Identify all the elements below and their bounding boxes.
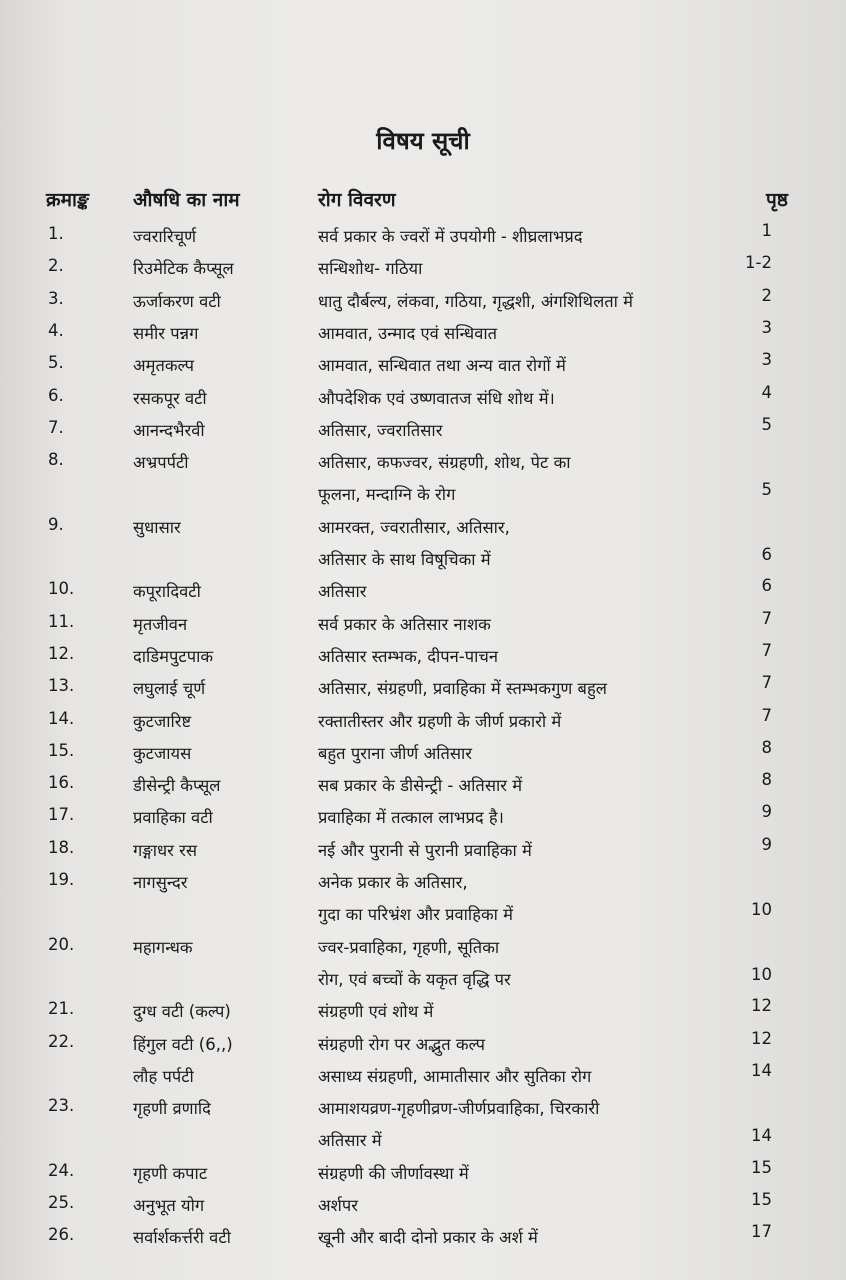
page-number: 2 — [761, 285, 772, 305]
page-number: 6 — [761, 576, 772, 596]
row-number: 24. — [48, 1160, 75, 1180]
contents-row — [0, 870, 846, 935]
medicine-name: ऊर्जाकरण वटी — [133, 291, 221, 311]
page-number: 7 — [761, 640, 772, 660]
page-number: 12 — [751, 996, 772, 1016]
disease-description-continued: रोग, एवं बच्चों के यकृत वृद्धि पर — [318, 969, 511, 989]
disease-description: प्रवाहिका में तत्काल लाभप्रद है। — [318, 808, 504, 828]
disease-description: औपदेशिक एवं उष्णवातज संधि शोथ में। — [318, 388, 555, 408]
page-number: 3 — [761, 317, 772, 337]
medicine-name: समीर पन्नग — [133, 323, 199, 343]
row-number: 12. — [48, 643, 75, 663]
header-page: पृष्ठ — [766, 189, 788, 211]
disease-description: आमवात, सन्धिवात तथा अन्य वात रोगों में — [318, 356, 566, 376]
contents-row — [0, 515, 846, 580]
row-number: 21. — [48, 999, 75, 1019]
page-number: 5 — [761, 480, 772, 500]
medicine-name: सुधासार — [133, 517, 181, 537]
contents-row — [0, 996, 846, 1031]
disease-description: अनेक प्रकार के अतिसार, — [318, 873, 468, 892]
row-number: 13. — [48, 676, 75, 696]
medicine-name: अनुभूत योग — [133, 1196, 205, 1215]
disease-description: रक्तातीस्तर और ग्रहणी के जीर्ण प्रकारो में — [318, 711, 562, 731]
contents-row — [0, 253, 846, 288]
row-number: 2. — [48, 256, 64, 276]
disease-description: आमाशयव्रण-गृहणीव्रण-जीर्णप्रवाहिका, चिरकारी — [318, 1099, 600, 1119]
contents-row — [0, 221, 846, 256]
medicine-name: लघुलाई चूर्ण — [133, 679, 206, 699]
medicine-name: प्रवाहिका वटी — [133, 808, 213, 828]
contents-row — [0, 737, 846, 773]
medicine-name: दुग्ध वटी (कल्प) — [133, 1002, 231, 1022]
header-number: क्रमाङ्क — [46, 189, 89, 211]
disease-description: सब प्रकार के डीसेन्ट्री - अतिसार में — [318, 776, 523, 796]
contents-row — [0, 1190, 846, 1225]
row-number: 1. — [48, 224, 64, 243]
medicine-name: लौह पर्पटी — [133, 1066, 194, 1086]
disease-description: आमरक्त, ज्वरातीसार, अतिसार, — [318, 517, 510, 537]
disease-description: सर्व प्रकार के ज्वरों में उपयोगी - शीघ्रलाभप्रद — [318, 227, 583, 246]
page-number: 8 — [761, 770, 772, 790]
medicine-name: अभ्रपर्पटी — [133, 453, 189, 473]
medicine-name: अमृतकल्प — [133, 356, 195, 376]
disease-description: अतिसार, संग्रहणी, प्रवाहिका में स्तम्भकगुण बहुल — [318, 679, 607, 699]
row-number: 18. — [48, 837, 75, 857]
contents-row — [0, 834, 846, 870]
medicine-name: महागन्धक — [133, 937, 193, 957]
page-number: 9 — [761, 834, 772, 854]
contents-row — [0, 1096, 846, 1161]
contents-row — [0, 1028, 846, 1064]
row-number: 20. — [48, 934, 75, 954]
row-number: 11. — [48, 611, 75, 631]
row-number: 10. — [48, 579, 75, 599]
contents-row — [0, 450, 846, 515]
disease-description: अतिसार, कफज्वर, संग्रहणी, शोथ, पेट का — [318, 453, 571, 473]
medicine-name: रिउमेटिक कैप्सूल — [133, 259, 234, 279]
disease-description: बहुत पुराना जीर्ण अतिसार — [318, 743, 473, 763]
row-number: 26. — [48, 1225, 75, 1245]
contents-row — [0, 673, 846, 708]
medicine-name: दाडिमपुटपाक — [133, 646, 214, 666]
disease-description: अतिसार, ज्वरातिसार — [318, 420, 443, 440]
medicine-name: डीसेन्ट्री कैप्सूल — [133, 776, 221, 796]
medicine-name: गृहणी व्रणादि — [133, 1099, 211, 1119]
medicine-name: कुटजायस — [133, 743, 192, 763]
page-number: 5 — [761, 414, 772, 434]
page-number: 14 — [751, 1126, 772, 1146]
disease-description-continued: गुदा का परिभ्रंश और प्रवाहिका में — [318, 905, 514, 925]
disease-description: ज्वर-प्रवाहिका, गृहणी, सूतिका — [318, 937, 500, 957]
medicine-name: कुटजारिष्ट — [133, 711, 192, 731]
header-disease-description: रोग विवरण — [318, 189, 396, 211]
disease-description: अर्शपर — [318, 1196, 358, 1215]
header-medicine-name: औषधि का नाम — [133, 189, 240, 211]
page-number: 12 — [751, 1028, 772, 1048]
page-number: 8 — [761, 737, 772, 757]
page-number: 9 — [761, 802, 772, 822]
disease-description: आमवात, उन्माद एवं सन्धिवात — [318, 323, 498, 343]
page-number: 7 — [761, 673, 772, 693]
disease-description: नई और पुरानी से पुरानी प्रवाहिका में — [318, 840, 532, 860]
contents-row — [0, 770, 846, 805]
page-number: 10 — [751, 900, 772, 920]
page-number: 3 — [761, 350, 772, 370]
contents-row — [0, 382, 846, 418]
page-number: 10 — [751, 964, 772, 984]
page-number: 14 — [751, 1060, 772, 1080]
medicine-name: हिंगुल वटी (6,,) — [133, 1034, 233, 1054]
medicine-name: आनन्दभैरवी — [133, 420, 205, 440]
disease-description-continued: अतिसार के साथ विषूचिका में — [318, 549, 491, 569]
row-number: 16. — [48, 773, 75, 793]
page-number: 7 — [761, 705, 772, 725]
page-number: 1 — [761, 221, 772, 240]
contents-row — [0, 1157, 846, 1193]
medicine-name: गृहणी कपाट — [133, 1163, 208, 1183]
contents-row — [0, 802, 846, 837]
medicine-name: ज्वरारिचूर्ण — [133, 227, 197, 246]
medicine-name: मृतजीवन — [133, 614, 188, 634]
row-number: 3. — [48, 288, 64, 308]
contents-row — [0, 317, 846, 353]
contents-row — [0, 576, 846, 611]
page-number: 15 — [751, 1157, 772, 1177]
row-number: 15. — [48, 740, 75, 760]
row-number: 6. — [48, 385, 64, 405]
row-number: 19. — [48, 870, 75, 889]
page-number: 1-2 — [745, 253, 772, 273]
row-number: 8. — [48, 450, 64, 470]
disease-description: धातु दौर्बल्य, लंकवा, गठिया, गृद्धशी, अंगशिथिलता में — [318, 291, 634, 311]
medicine-name: गङ्गाधर रस — [133, 840, 198, 860]
disease-description-continued: अतिसार में — [318, 1131, 382, 1151]
medicine-name: सर्वार्शकर्त्तरी वटी — [133, 1228, 231, 1248]
disease-description: संग्रहणी एवं शोथ में — [318, 1002, 434, 1022]
page-title: विषय सूची — [376, 127, 470, 155]
page-number: 7 — [761, 608, 772, 628]
page-number: 4 — [761, 382, 772, 402]
contents-row — [0, 1060, 846, 1096]
disease-description: संग्रहणी की जीर्णावस्था में — [318, 1163, 469, 1183]
contents-row — [0, 935, 846, 1000]
row-number: 25. — [48, 1193, 75, 1212]
disease-description: अतिसार स्तम्भक, दीपन-पाचन — [318, 646, 499, 666]
page-number: 15 — [751, 1190, 772, 1209]
row-number: 14. — [48, 708, 75, 728]
disease-description: अतिसार — [318, 582, 367, 602]
row-number: 9. — [48, 514, 64, 534]
medicine-name: कपूरादिवटी — [133, 582, 201, 602]
row-number: 5. — [48, 353, 64, 373]
contents-row — [0, 705, 846, 741]
contents-row — [0, 640, 846, 676]
row-number: 23. — [48, 1096, 75, 1116]
row-number: 4. — [48, 320, 64, 340]
contents-row — [0, 608, 846, 644]
row-number: 7. — [48, 417, 64, 437]
row-number: 17. — [48, 805, 75, 825]
medicine-name: रसकपूर वटी — [133, 388, 207, 408]
disease-description: असाध्य संग्रहणी, आमातीसार और सुतिका रोग — [318, 1066, 592, 1086]
page-number: 6 — [761, 544, 772, 564]
contents-row — [0, 1222, 846, 1257]
medicine-name: नागसुन्दर — [133, 873, 188, 892]
disease-description: खूनी और बादी दोनो प्रकार के अर्श में — [318, 1228, 538, 1248]
page-number: 17 — [751, 1222, 772, 1242]
disease-description: सन्धिशोथ- गठिया — [318, 259, 423, 279]
disease-description: सर्व प्रकार के अतिसार नाशक — [318, 614, 491, 634]
disease-description-continued: फूलना, मन्दाग्नि के रोग — [318, 485, 456, 505]
contents-row — [0, 285, 846, 321]
row-number: 22. — [48, 1031, 75, 1051]
contents-row — [0, 350, 846, 385]
contents-row — [0, 414, 846, 450]
disease-description: संग्रहणी रोग पर अद्भुत कल्प — [318, 1034, 485, 1054]
